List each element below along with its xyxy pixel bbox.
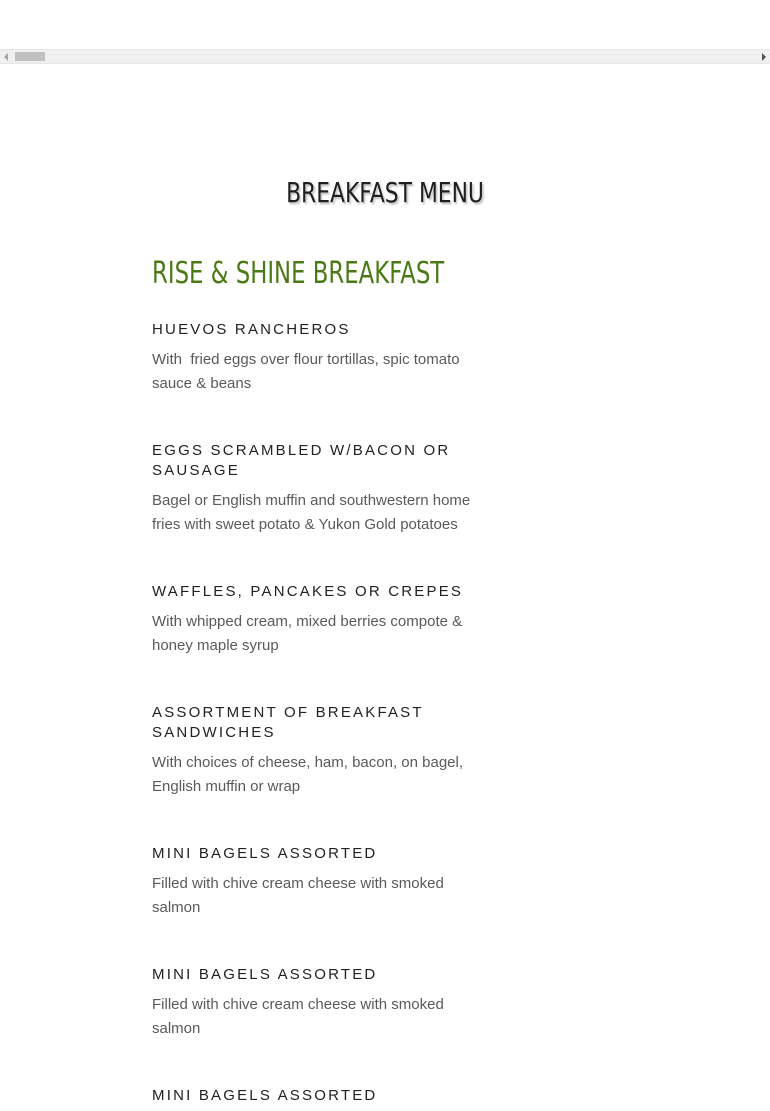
menu-item-name: EGGS SCRAMBLED W/BACON OR SAUSAGE bbox=[152, 442, 451, 479]
triangle-left-icon[interactable] bbox=[0, 50, 14, 63]
menu-item bbox=[152, 965, 492, 1041]
menu-item-description: With choices of cheese, ham, bacon, on bagel, English muffin or wrap bbox=[152, 754, 468, 795]
menu-item-description: Filled with chive cream cheese with smoked salmon bbox=[152, 996, 448, 1037]
menu-item-name: MINI BAGELS ASSORTED bbox=[152, 845, 378, 862]
menu-item-name: WAFFLES, PANCAKES OR CREPES bbox=[152, 583, 464, 600]
menu-item-description: Filled with chive cream cheese with smoked salmon bbox=[152, 875, 448, 916]
menu-item-name: MINI BAGELS ASSORTED bbox=[152, 1087, 378, 1104]
menu-item bbox=[152, 1086, 492, 1106]
scrollbar-thumb[interactable] bbox=[15, 52, 45, 61]
menu-item bbox=[152, 582, 492, 658]
menu-item-name: MINI BAGELS ASSORTED bbox=[152, 966, 378, 983]
menu-item bbox=[152, 844, 492, 920]
menu-item-description: Bagel or English muffin and southwestern home fries with sweet potato & Yukon Gold potatoes bbox=[152, 492, 475, 533]
menu-item-description: With whipped cream, mixed berries compote & honey maple syrup bbox=[152, 613, 467, 654]
horizontal-scrollbar[interactable] bbox=[0, 49, 770, 64]
section-title: RISE & SHINE BREAKFAST bbox=[152, 256, 445, 291]
triangle-right-icon[interactable] bbox=[756, 50, 770, 63]
menu-item bbox=[152, 320, 492, 396]
menu-item-description: With fried eggs over flour tortillas, spic tomato sauce & beans bbox=[152, 351, 464, 392]
menu-item-list bbox=[152, 320, 492, 1111]
menu-item-name: ASSORTMENT OF BREAKFAST SANDWICHES bbox=[152, 704, 424, 741]
menu-item bbox=[152, 703, 492, 799]
menu-item bbox=[152, 441, 492, 537]
page-title: BREAKFAST MENU bbox=[286, 176, 484, 209]
menu-item-name: HUEVOS RANCHEROS bbox=[152, 321, 351, 338]
